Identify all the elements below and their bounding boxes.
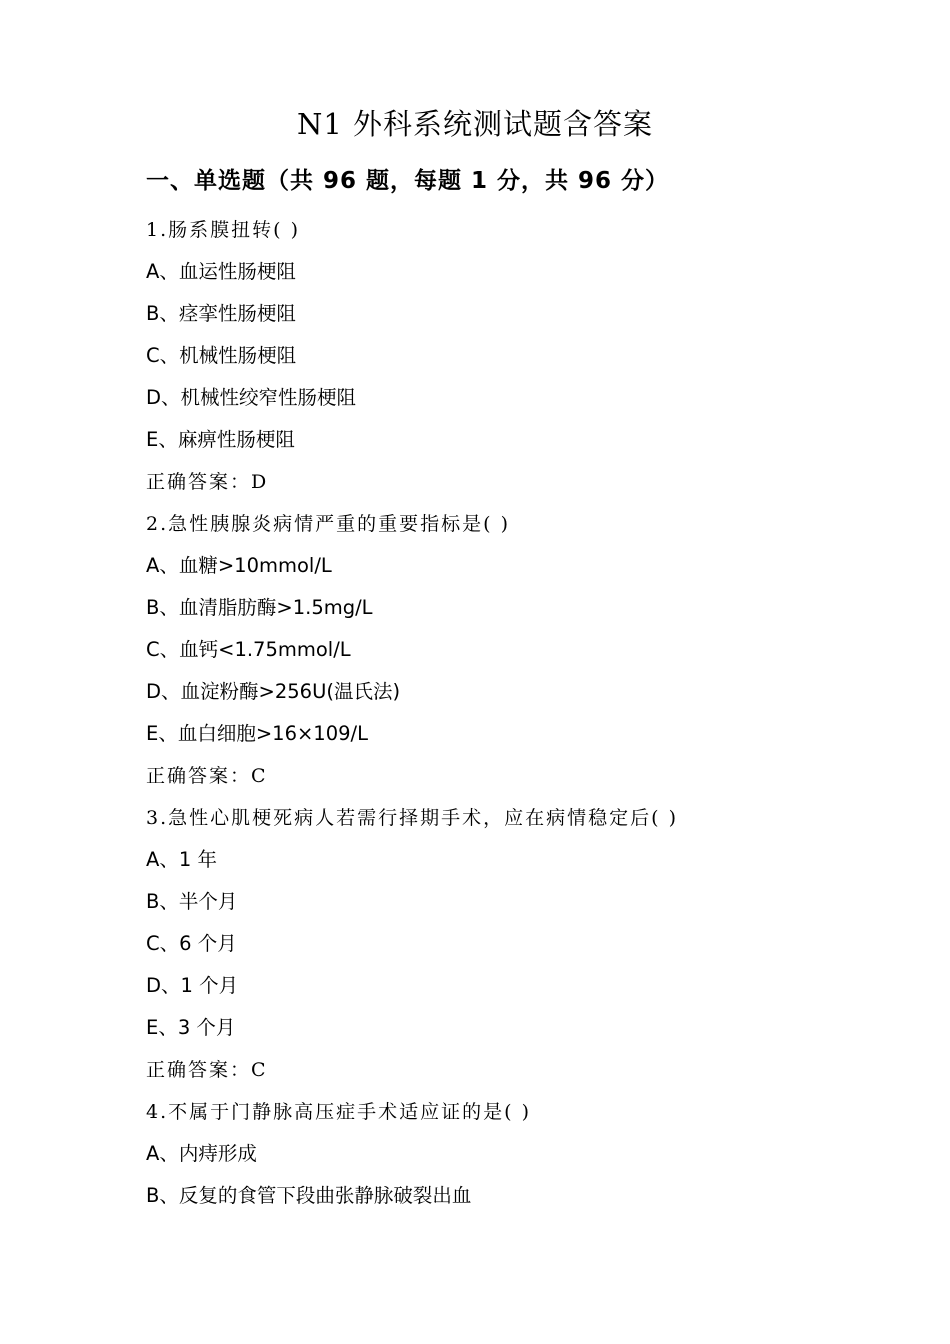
answer-option: C、6 个月 [146, 932, 237, 955]
question-stem: 4.不属于门静脉高压症手术适应证的是( ) [146, 1101, 531, 1123]
document-title: N1 外科系统测试题含答案 [296, 107, 654, 141]
correct-answer: 正确答案：C [146, 765, 268, 787]
answer-option: A、血糖>10mmol/L [146, 554, 332, 577]
correct-answer: 正确答案：D [146, 471, 269, 493]
answer-option: B、半个月 [146, 890, 238, 913]
question-stem: 3.急性心肌梗死病人若需行择期手术，应在病情稳定后( ) [146, 807, 678, 829]
answer-option: E、血白细胞>16×109/L [146, 722, 368, 745]
answer-option: D、1 个月 [146, 974, 239, 997]
answer-option: C、血钙<1.75mmol/L [146, 638, 351, 661]
answer-option: D、血淀粉酶>256U(温氏法) [146, 680, 401, 703]
answer-option: B、反复的食管下段曲张静脉破裂出血 [146, 1184, 472, 1207]
section-heading: 一、单选题（共 96 题，每题 1 分，共 96 分） [146, 168, 670, 194]
answer-option: B、血清脂肪酶>1.5mg/L [146, 596, 373, 619]
answer-option: A、1 年 [146, 848, 217, 871]
correct-answer: 正确答案：C [146, 1059, 268, 1081]
answer-option: C、机械性肠梗阻 [146, 344, 297, 367]
answer-option: A、血运性肠梗阻 [146, 260, 296, 283]
answer-option: D、机械性绞窄性肠梗阻 [146, 386, 357, 409]
answer-option: A、内痔形成 [146, 1142, 257, 1165]
answer-option: E、麻痹性肠梗阻 [146, 428, 295, 451]
question-stem: 2.急性胰腺炎病情严重的重要指标是( ) [146, 513, 510, 535]
answer-option: E、3 个月 [146, 1016, 236, 1039]
answer-option: B、痉挛性肠梗阻 [146, 302, 296, 325]
question-stem: 1.肠系膜扭转( ) [146, 219, 300, 241]
